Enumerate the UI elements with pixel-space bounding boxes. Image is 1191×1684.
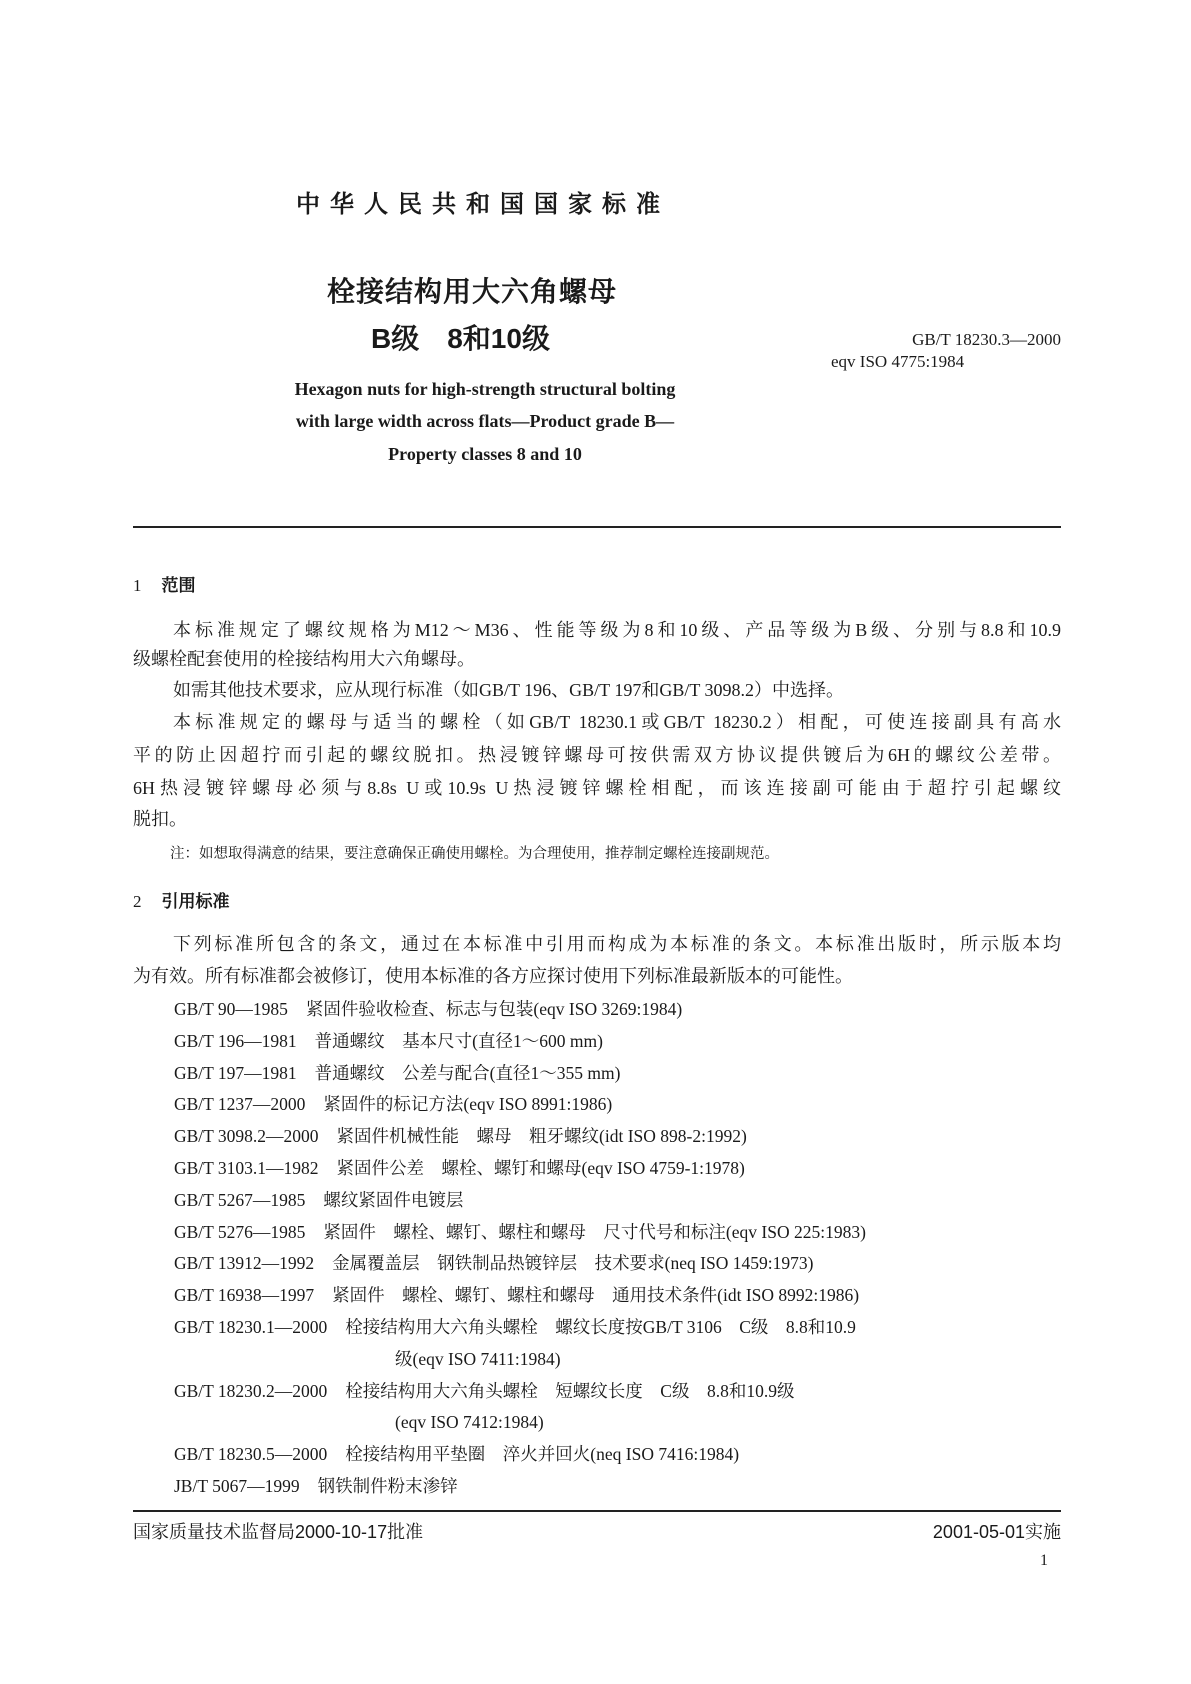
- reference-code: GB/T 5267—1985: [174, 1189, 306, 1210]
- implementation-date: 2001-05-01实施: [932, 1522, 1061, 1542]
- reference-code: GB/T 18230.1—2000: [174, 1317, 328, 1337]
- paragraph-line: 为有效。所有标准都会被修订，使用本标准的各方应探讨使用下列标准最新版本的可能性。: [133, 966, 853, 986]
- reference-item: [174, 1251, 813, 1275]
- reference-item: [174, 1156, 745, 1180]
- reference-code: GB/T 16938—1997: [174, 1285, 315, 1306]
- reference-title: 紧固件验收检查、标志与包装(eqv ISO 3269:1984): [305, 999, 683, 1019]
- reference-item: [174, 1474, 458, 1498]
- reference-title: 紧固件 螺栓、螺钉、螺柱和螺母 尺寸代号和标注(eqv ISO 225:1983): [323, 1221, 866, 1242]
- reference-title: 普通螺纹 基本尺寸(直径1～600 mm): [314, 1030, 603, 1051]
- reference-code: JB/T 5067—1999: [174, 1476, 300, 1496]
- reference-item: [174, 1188, 463, 1212]
- paragraph-line: 本标准规定了螺纹规格为M12～M36、性能等级为8和10级、产品等级为B级、分别与8.8和10.9: [173, 620, 1061, 640]
- reference-title: 紧固件机械性能 螺母 粗牙螺纹(idt ISO 898-2:1992): [336, 1126, 747, 1147]
- reference-title: 螺纹紧固件电镀层: [323, 1189, 464, 1210]
- reference-item: [174, 997, 682, 1021]
- paragraph-line: 6H热浸镀锌螺母必须与8.8s U或10.9s U热浸镀锌螺栓相配，而该连接副可能由于超拧引起螺纹: [133, 778, 1061, 798]
- reference-title: 栓接结构用大六角头螺栓 螺纹长度按GB/T 3106 C级 8.8和10.9: [345, 1317, 856, 1337]
- reference-item: [174, 1092, 612, 1116]
- paragraph-line: 级螺栓配套使用的栓接结构用大六角螺母。: [133, 649, 475, 669]
- paragraph-line: 平的防止因超拧而引起的螺纹脱扣。热浸镀锌螺母可按供需双方协议提供镀后为6H的螺纹公差带。: [133, 745, 1061, 765]
- paragraph-line: 脱扣。: [133, 809, 187, 829]
- english-title-line: with large width across flats—Product grade B—: [295, 411, 675, 431]
- reference-title: 栓接结构用大六角头螺栓 短螺纹长度 C级 8.8和10.9级: [345, 1380, 795, 1401]
- reference-item: [174, 1442, 739, 1466]
- reference-title: 金属覆盖层 钢铁制品热镀锌层 技术要求(neq ISO 1459:1973): [332, 1253, 814, 1274]
- reference-title: 紧固件公差 螺栓、螺钉和螺母(eqv ISO 4759-1:1978): [336, 1158, 745, 1178]
- reference-code: GB/T 90—1985: [174, 999, 288, 1019]
- paragraph-line: 本标准规定的螺母与适当的螺栓（如GB/T 18230.1或GB/T 18230.2）相配，可使连接副具有高水: [173, 712, 1061, 732]
- page-number: 1: [1040, 1552, 1048, 1569]
- reference-code: GB/T 18230.2—2000: [174, 1380, 328, 1401]
- reference-item: [174, 1061, 620, 1085]
- footer-divider: [133, 1510, 1061, 1512]
- approval-text: 国家质量技术监督局2000-10-17批准: [133, 1522, 424, 1542]
- section-number: 1: [133, 576, 142, 595]
- reference-item: [174, 1283, 859, 1307]
- english-title-line: Hexagon nuts for high-strength structural bolting: [294, 379, 676, 399]
- section-2-heading: [133, 887, 230, 912]
- paragraph-line: 下列标准所包含的条文，通过在本标准中引用而构成为本标准的条文。本标准出版时，所示版本均: [173, 934, 1061, 954]
- standard-code: GB/T 18230.3—2000: [912, 330, 1061, 349]
- national-standard-heading: 中华人民共和国国家标准: [296, 191, 670, 218]
- reference-code: GB/T 5276—1985: [174, 1221, 306, 1242]
- reference-code: GB/T 196—1981: [174, 1030, 297, 1051]
- reference-title: 栓接结构用平垫圈 淬火并回火(neq ISO 7416:1984): [345, 1444, 740, 1465]
- reference-item: [174, 1315, 856, 1339]
- reference-code: GB/T 1237—2000: [174, 1094, 306, 1115]
- reference-item: [174, 1379, 794, 1403]
- reference-code: GB/T 197—1981: [174, 1062, 297, 1083]
- english-title-line: Property classes 8 and 10: [388, 444, 582, 464]
- paragraph-line: 如需其他技术要求，应从现行标准（如GB/T 196、GB/T 197和GB/T 3098.2）中选择。: [173, 680, 845, 700]
- reference-code: GB/T 3103.1—1982: [174, 1158, 319, 1178]
- document-title: 栓接结构用大六角螺母: [327, 276, 618, 307]
- reference-title-continuation: (eqv ISO 7412:1984): [395, 1412, 544, 1433]
- document-subtitle: B级 8和10级: [371, 323, 550, 354]
- reference-code: GB/T 3098.2—2000: [174, 1126, 319, 1147]
- standard-equivalence: eqv ISO 4775:1984: [831, 352, 965, 371]
- reference-item: [174, 1220, 866, 1244]
- reference-title: 紧固件的标记方法(eqv ISO 8991:1986): [323, 1094, 613, 1115]
- reference-title: 紧固件 螺栓、螺钉、螺柱和螺母 通用技术条件(idt ISO 8992:1986): [332, 1285, 860, 1306]
- reference-title-continuation: 级(eqv ISO 7411:1984): [395, 1348, 561, 1369]
- section-title: 范围: [161, 576, 196, 595]
- header-divider: [133, 526, 1061, 528]
- reference-title: 普通螺纹 公差与配合(直径1～355 mm): [314, 1062, 621, 1083]
- reference-title: 钢铁制件粉末渗锌: [317, 1476, 458, 1496]
- note-text: 注：如想取得满意的结果，要注意确保正确使用螺栓。为合理使用，推荐制定螺栓连接副规范。: [170, 846, 779, 862]
- reference-code: GB/T 18230.5—2000: [174, 1444, 328, 1465]
- section-title: 引用标准: [161, 892, 230, 911]
- reference-code: GB/T 13912—1992: [174, 1253, 315, 1274]
- section-1-heading: [133, 571, 196, 596]
- reference-item: [174, 1124, 747, 1148]
- section-number: 2: [133, 892, 142, 911]
- reference-item: [174, 1029, 603, 1053]
